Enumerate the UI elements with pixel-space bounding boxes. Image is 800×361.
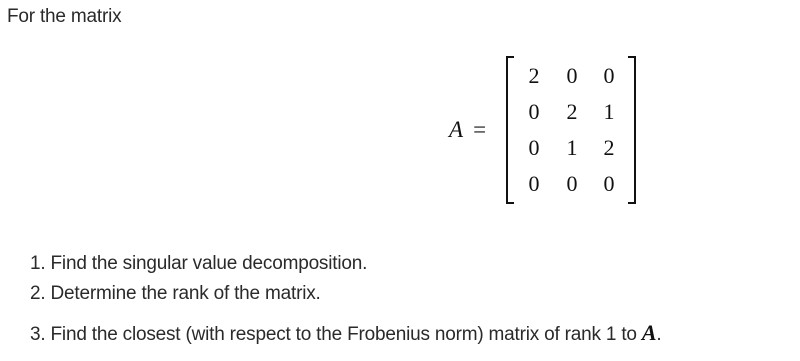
equals-sign: = <box>473 117 487 142</box>
matrix-cell: 0 <box>528 135 540 160</box>
matrix-cell: 0 <box>528 171 540 196</box>
matrix-cell: 1 <box>566 135 578 160</box>
task-item-3-text: 3. Find the closest (with respect to the Frobenius norm) matrix of rank 1 to <box>30 324 642 345</box>
right-bracket <box>628 56 636 204</box>
matrix-cells <box>516 58 626 202</box>
intro-text: For the matrix <box>7 6 122 27</box>
left-bracket <box>506 56 514 204</box>
task-item-1: 1. Find the singular value decomposition. <box>30 253 368 274</box>
matrix-variable: A <box>449 117 464 142</box>
matrix-cell: 2 <box>528 63 540 88</box>
matrix-cell: 0 <box>566 171 578 196</box>
matrix-equation-label <box>449 117 486 143</box>
matrix-cell: 2 <box>566 99 578 124</box>
task-item-3-end: . <box>656 324 662 345</box>
task-item-3-symbol: A <box>641 320 657 345</box>
matrix-cell: 0 <box>603 63 615 88</box>
task-item-2: 2. Determine the rank of the matrix. <box>30 283 321 304</box>
matrix-cell: 0 <box>566 63 578 88</box>
matrix-A <box>506 56 636 204</box>
matrix-cell: 2 <box>603 135 615 160</box>
task-item-3 <box>30 320 661 346</box>
matrix-cell: 0 <box>528 99 540 124</box>
matrix-cell: 1 <box>603 99 615 124</box>
matrix-cell: 0 <box>603 171 615 196</box>
